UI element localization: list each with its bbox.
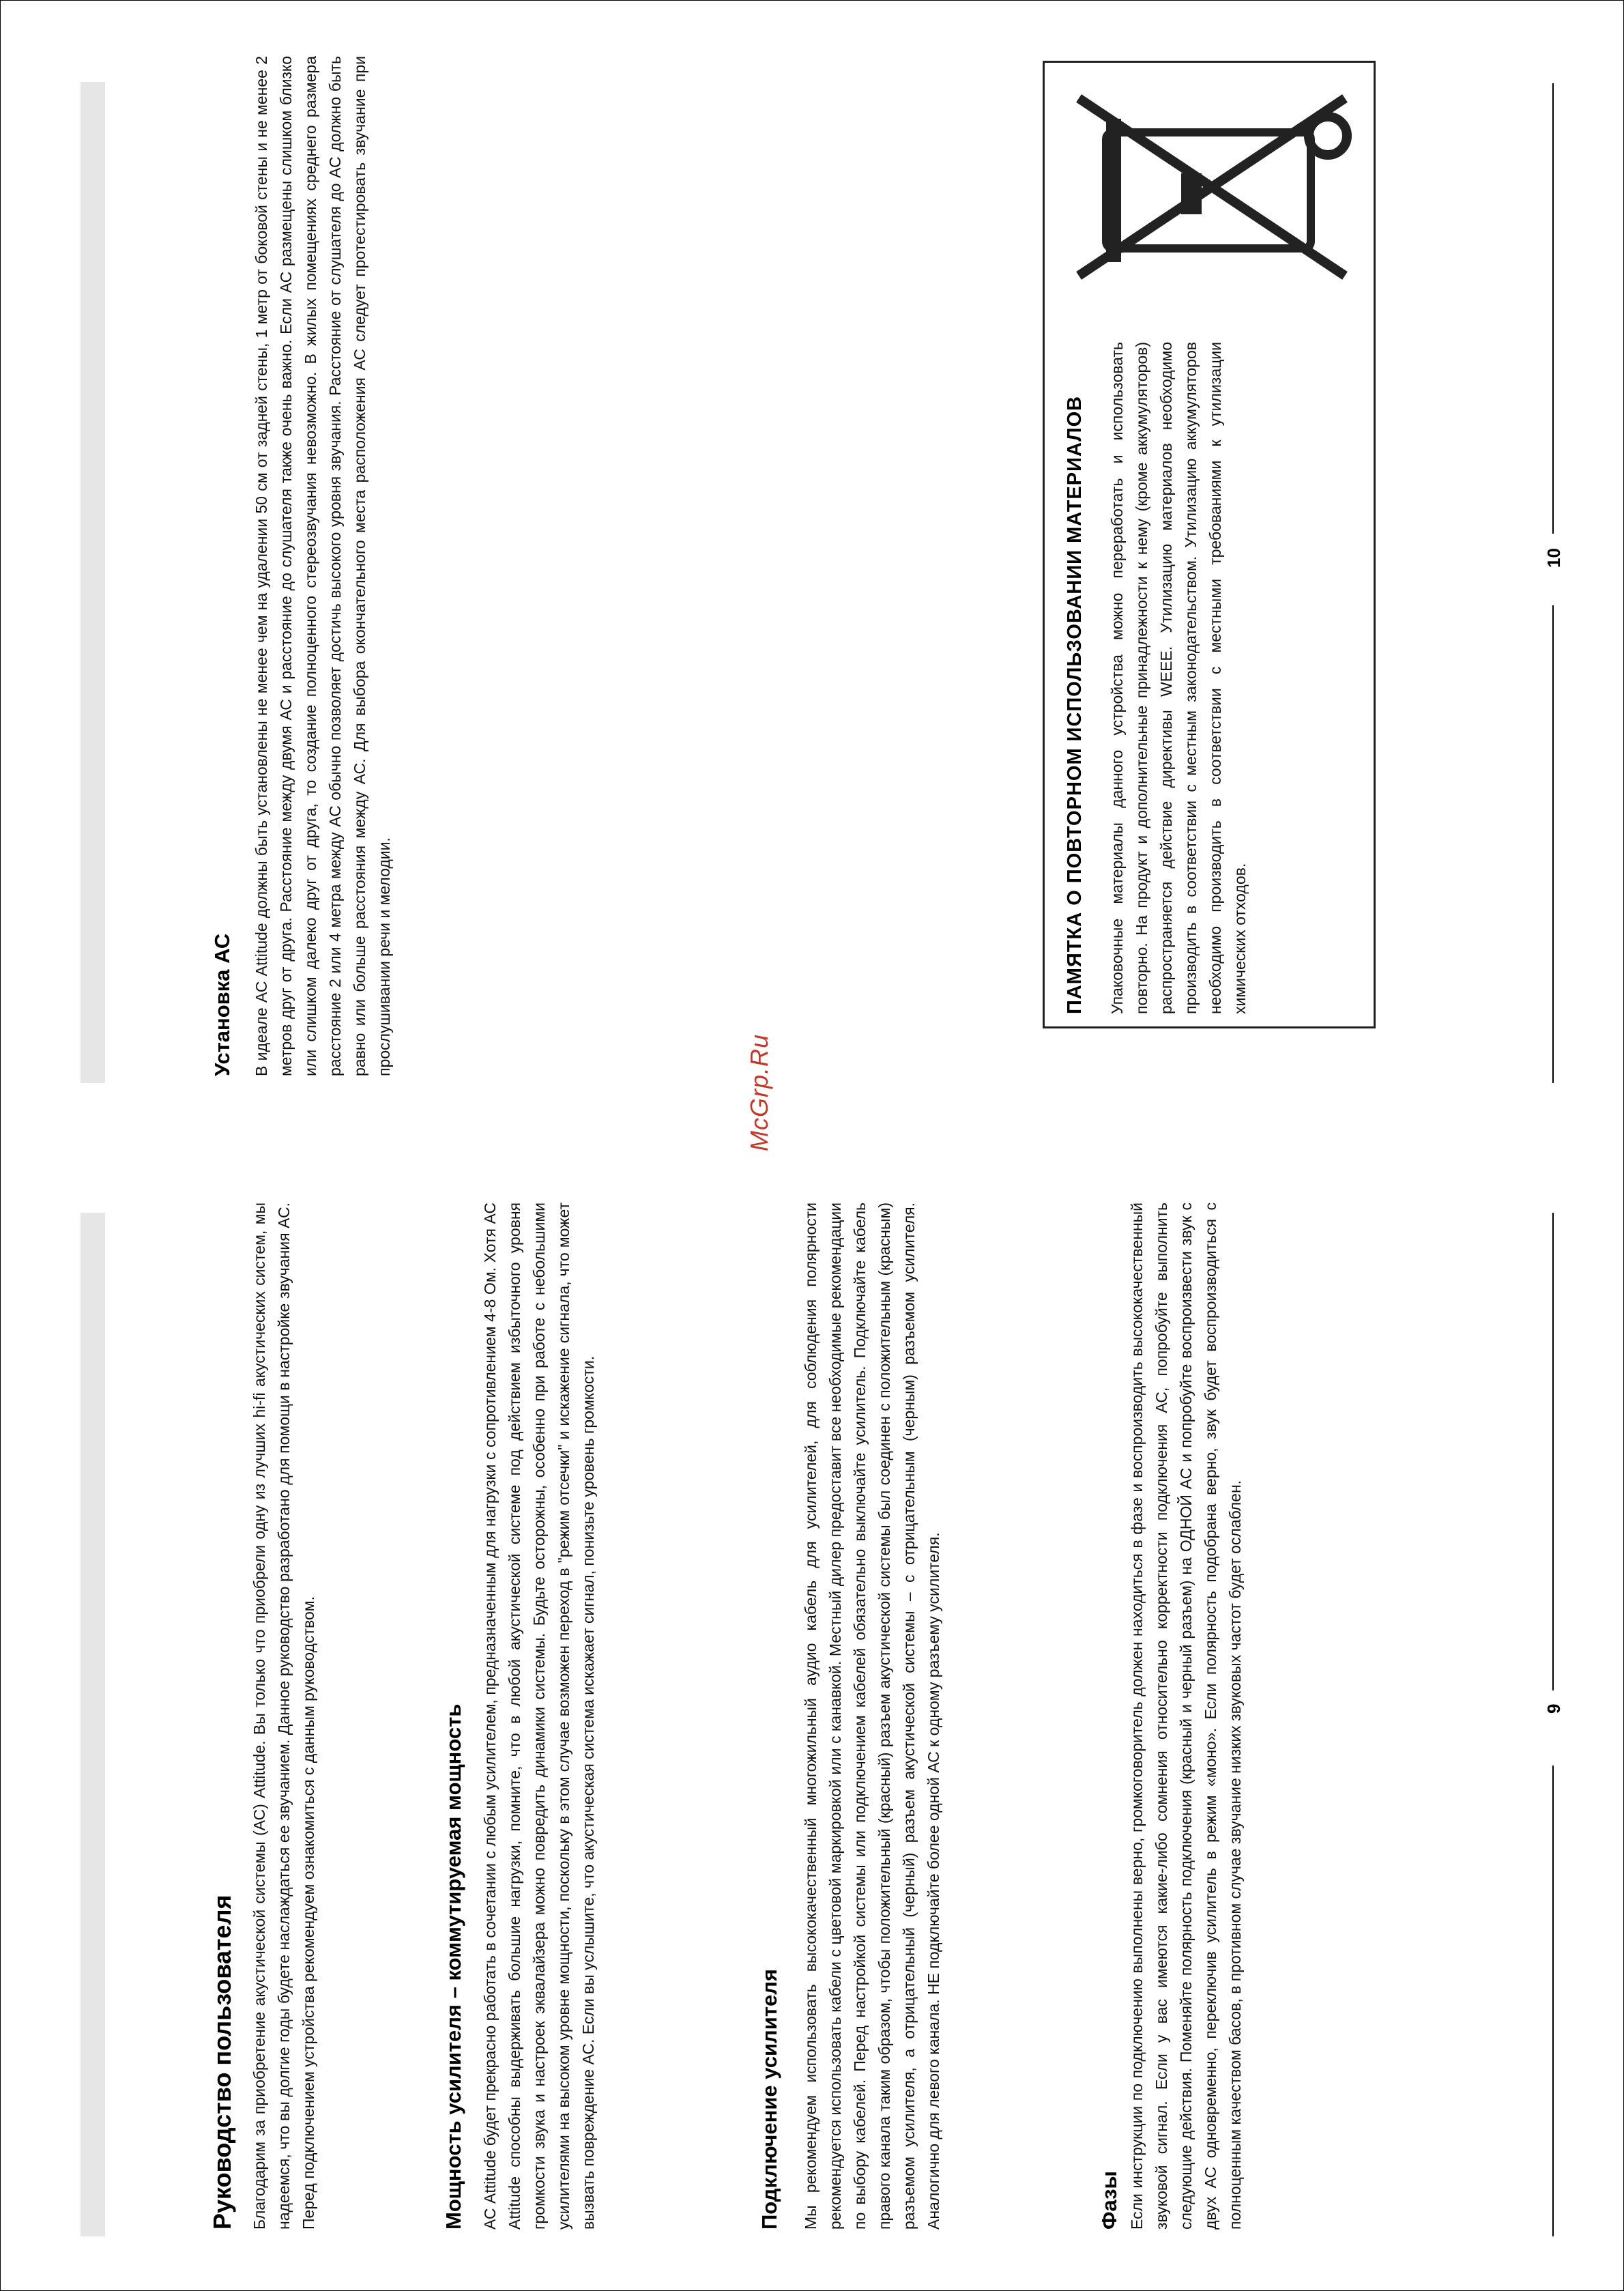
- recycling-notice-title: ПАМЯТКА О ПОВТОРНОМ ИСПОЛЬЗОВАНИИ МАТЕРИАЛОВ: [1064, 395, 1086, 1014]
- intro-paragraph: Благодарим за приобретение акустической системы (АС) Attitude. Вы только что приобрели одну из лучших hi-fi акустических систем, мы надеемся, что вы долгие годы будете наслаждаться ее звучанием. Данное руководство разработано для помощи в настройке звучания АС. Перед подключением устройства рекомендуем ознакомиться с данным руководством.: [250, 1202, 317, 2230]
- right-header-band: [81, 82, 105, 1083]
- amplifier-connection-paragraph: Мы рекомендуем использовать высококачественный многожильный аудио кабель для усилителей, для соблюдения полярности рекомендуется использовать кабели с цветовой маркировкой или с канавкой. Местный дилер предоставит все необходимые рекомендации по выбору кабелей. Перед настройкой системы или подключением кабелей обязательно выключайте усилитель. Подключайте кабель правого канала таким образом, чтобы положительный (красный) разъем акустической системы был соединен с положительным (красным) разъемом усилителя, а отрицательный (черный) разъем акустической системы – с отрицательным (черным) разъемом усилителя. Аналогично для левого канала. НЕ подключайте более одной АС к одному разъему усилителя.: [802, 1202, 942, 2230]
- amplifier-power-paragraph: АС Attitude будет прекрасно работать в сочетании с любым усилителем, предназначенным для нагрузки с сопротивлением 4-8 Ом. Хотя АС Attitude способны выдерживать большие нагрузки, помните, что в любой акустической системе под действием избыточного уровня громкости звука и настроек эквалайзера можно повредить динамики системы. Будьте осторожны, особенно при работе с небольшими усилителями на высоком уровне мощности, поскольку в этом случае возможен переход в "режим отсечки" и искажение сигнала, что может вызвать повреждение АС. Если вы услышите, что акустическая система искажает сигнал, понизьте уровень громкости.: [481, 1202, 597, 2230]
- page-number-10: 10: [1543, 548, 1564, 568]
- user-manual-title: Руководство пользователя: [208, 1894, 236, 2230]
- watermark: McGrp.Ru: [745, 1033, 773, 1151]
- phase-paragraph: Если инструкции по подключению выполнены верно, громкоговоритель должен находиться в фазе и воспроизводить высококачественный звуковой сигнал. Если у вас имеются какие-либо сомнения относительно корректности подключения АС, попробуйте выполнить следующие действия. Поменяйте полярность подключения (красный и черный разъем) на ОДНОЙ АС и попробуйте воспроизвести звук с двух АС одновременно, переключив усилитель в режим «моно». Если полярность подобрана верно, звук будет воспроизводиться с полноценным качеством басов, в противном случае звучание низких звуковых частот будет ослаблен.: [1128, 1202, 1244, 2230]
- left-footer-rule-right: [1552, 1213, 1554, 1690]
- left-header-band: [81, 1213, 105, 2236]
- speaker-installation-heading: Установка АС: [210, 933, 234, 1076]
- left-footer-rule-left: [1552, 1766, 1554, 2236]
- recycling-notice-box: [1043, 61, 1376, 1028]
- amplifier-power-heading: Мощность усилителя – коммутируемая мощность: [441, 1703, 465, 2230]
- page-number-9: 9: [1543, 1703, 1564, 1714]
- right-footer-rule-right: [1552, 83, 1554, 534]
- speaker-installation-paragraph: В идеале АС Attitude должны быть установлены не менее чем на удалении 50 см от задней стены, 1 метр от боковой стены и не менее 2 метров друг от друга. Расстояние между двумя АС и расстояние до слушателя также очень важно. Если АС размещены слишком близко или слишком далеко друг от друга, то создание полноценного стереозвучания невозможно. В жилых помещениях среднего размера расстояние 2 или 4 метра между АС обычно позволяет достичь высокого уровня звучания. Расстояние от слушателя до АС должно быть равно или больше расстояния между АС. Для выбора окончательного места расположения АС следует протестировать звучание при прослушивании речи и мелодии.: [252, 56, 393, 1076]
- crossed-out-wheelie-bin-icon: [1065, 85, 1359, 289]
- recycling-notice-text: Упаковочные материалы данного устройства можно переработать и использовать повторно. На продукт и дополнительные принадлежности к нему (кроме аккумуляторов) распространяется действие директивы WEEE. Утилизацию материалов необходимо производить в соответствии с местным законодательством. Утилизацию аккумуляторов необходимо производить в соответствии с местными требованиями к утилизации химических отходов.: [1108, 342, 1249, 1014]
- amplifier-connection-heading: Подключение усилителя: [757, 1969, 781, 2230]
- right-footer-rule-left: [1552, 605, 1554, 1083]
- phase-heading: Фазы: [1097, 2171, 1121, 2230]
